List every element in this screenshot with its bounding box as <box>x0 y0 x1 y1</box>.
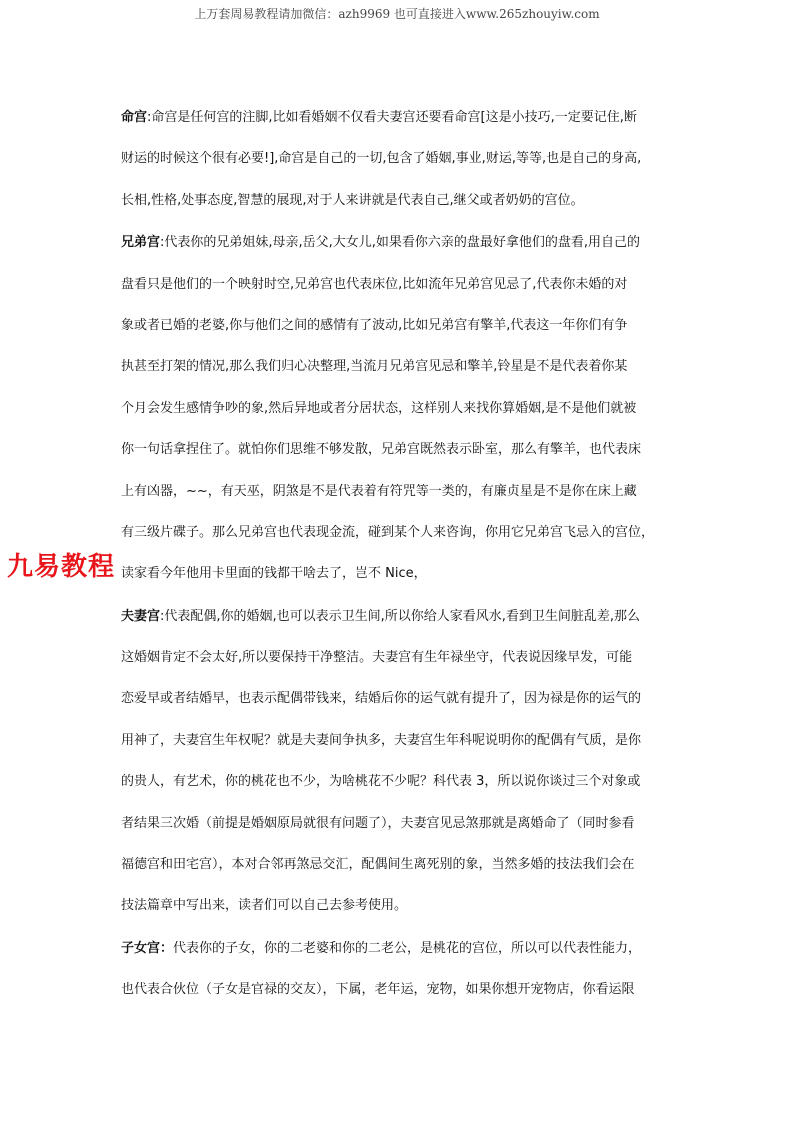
term-heading: 夫妻宫 <box>121 608 161 624</box>
text-line: 盘看只是他们的一个映射时空,兄弟宫也代表床位,比如流年兄弟宫见忌了,代表你未婚的对 <box>121 276 628 292</box>
paragraph-fu-qi-gong <box>121 605 691 936</box>
text-line: 个月会发生感情争吵的象,然后异地或者分居状态，这样别人来找你算婚姻,是不是他们就被 <box>121 400 637 416</box>
text-line: 这婚姻肯定不会太好,所以要保持干净整洁。夫妻宫有生年禄坐守，代表说因缘早发，可能 <box>121 650 633 666</box>
text-line: 读家看今年他用卡里面的钱都干啥去了，岂不 Nice， <box>121 566 427 582</box>
text-line: 福德宫和田宅宫），本对合邻再煞忌交汇，配偶间生离死别的象，当然多婚的技法我们会在 <box>121 857 635 873</box>
text-line: 执甚至打架的情况,那么我们归心决整理,当流月兄弟宫见忌和擎羊,铃星是不是代表着你某 <box>121 359 628 375</box>
document-body <box>121 106 691 1021</box>
watermark-logo: 九易教程 <box>7 552 116 582</box>
paragraph-xiong-di-gong <box>121 231 691 604</box>
line-text: :代表你的兄弟姐妹,母亲,岳父,大女儿,如果看你六亲的盘最好拿他们的盘看,用自己的 <box>160 235 641 251</box>
text-line: 有三级片碟子。那么兄弟宫也代表现金流，碰到某个人来咨询，你用它兄弟宫飞忌入的宫位， <box>121 524 655 540</box>
text-line: 恋爱早或者结婚早，也表示配偶带钱来，结婚后你的运气就有提升了，因为禄是你的运气的 <box>121 691 642 707</box>
text-line: 长相,性格,处事态度,智慧的展现,对于人来讲就是代表自己,继父或者奶奶的宫位。 <box>121 192 584 208</box>
text-line: 者结果三次婚（前提是婚姻原局就很有问题了），夫妻宫见忌煞那就是离婚命了（同时参看 <box>121 815 635 831</box>
text-line: 用神了，夫妻宫生年权呢？就是夫妻间争执多，夫妻宫生年科呢说明你的配偶有气质，是你 <box>121 732 642 748</box>
text-line: 象或者已婚的老婆,你与他们之间的感情有了波动,比如兄弟宫有擎羊,代表这一年你们有争 <box>121 317 628 333</box>
line-text: :代表配偶,你的婚姻,也可以表示卫生间,所以你给人家看风水,看到卫生间脏乱差,那么 <box>160 608 641 624</box>
text-line: 上有凶器，~~，有天巫，阴煞是不是代表着有符咒等一类的，有廉贞星是不是你在床上藏 <box>121 483 637 499</box>
paragraph-zi-nv-gong <box>121 937 691 1020</box>
text-line <box>121 937 691 978</box>
text-line: 你一句话拿捏住了。就怕你们思维不够发散，兄弟宫既然表示卧室，那么有擎羊，也代表床 <box>121 442 642 458</box>
text-line: 财运的时候这个很有必要!],命宫是自己的一切,包含了婚姻,事业,财运,等等,也是自己的身高, <box>121 151 642 167</box>
text-line: 也代表合伙位（子女是官禄的交友），下属，老年运，宠物，如果你想开宠物店，你看运限 <box>121 982 635 998</box>
text-line <box>121 106 691 147</box>
text-line <box>121 231 691 272</box>
term-heading: 子女宫： <box>121 940 174 956</box>
paragraph-ming-gong <box>121 106 691 230</box>
term-heading: 兄弟宫 <box>121 235 161 251</box>
page-header: 上万套周易教程请加微信：azh9969 也可直接进入www.265zhouyiw.com <box>194 7 600 21</box>
line-text: 代表你的子女，你的二老婆和你的二老公，是桃花的宫位，所以可以代表性能力， <box>173 940 642 956</box>
text-line: 技法篇章中写出来，读者们可以自己去参考使用。 <box>121 898 408 914</box>
text-line <box>121 605 691 646</box>
text-line: 的贵人，有艺术，你的桃花也不少，为啥桃花不少呢？科代表 3，所以说你谈过三个对象或 <box>121 774 641 790</box>
line-text: :命宫是任何宫的注脚,比如看婚姻不仅看夫妻宫还要看命宫[这是小技巧,一定要记住,断 <box>147 110 637 125</box>
term-heading: 命宫 <box>121 110 148 125</box>
